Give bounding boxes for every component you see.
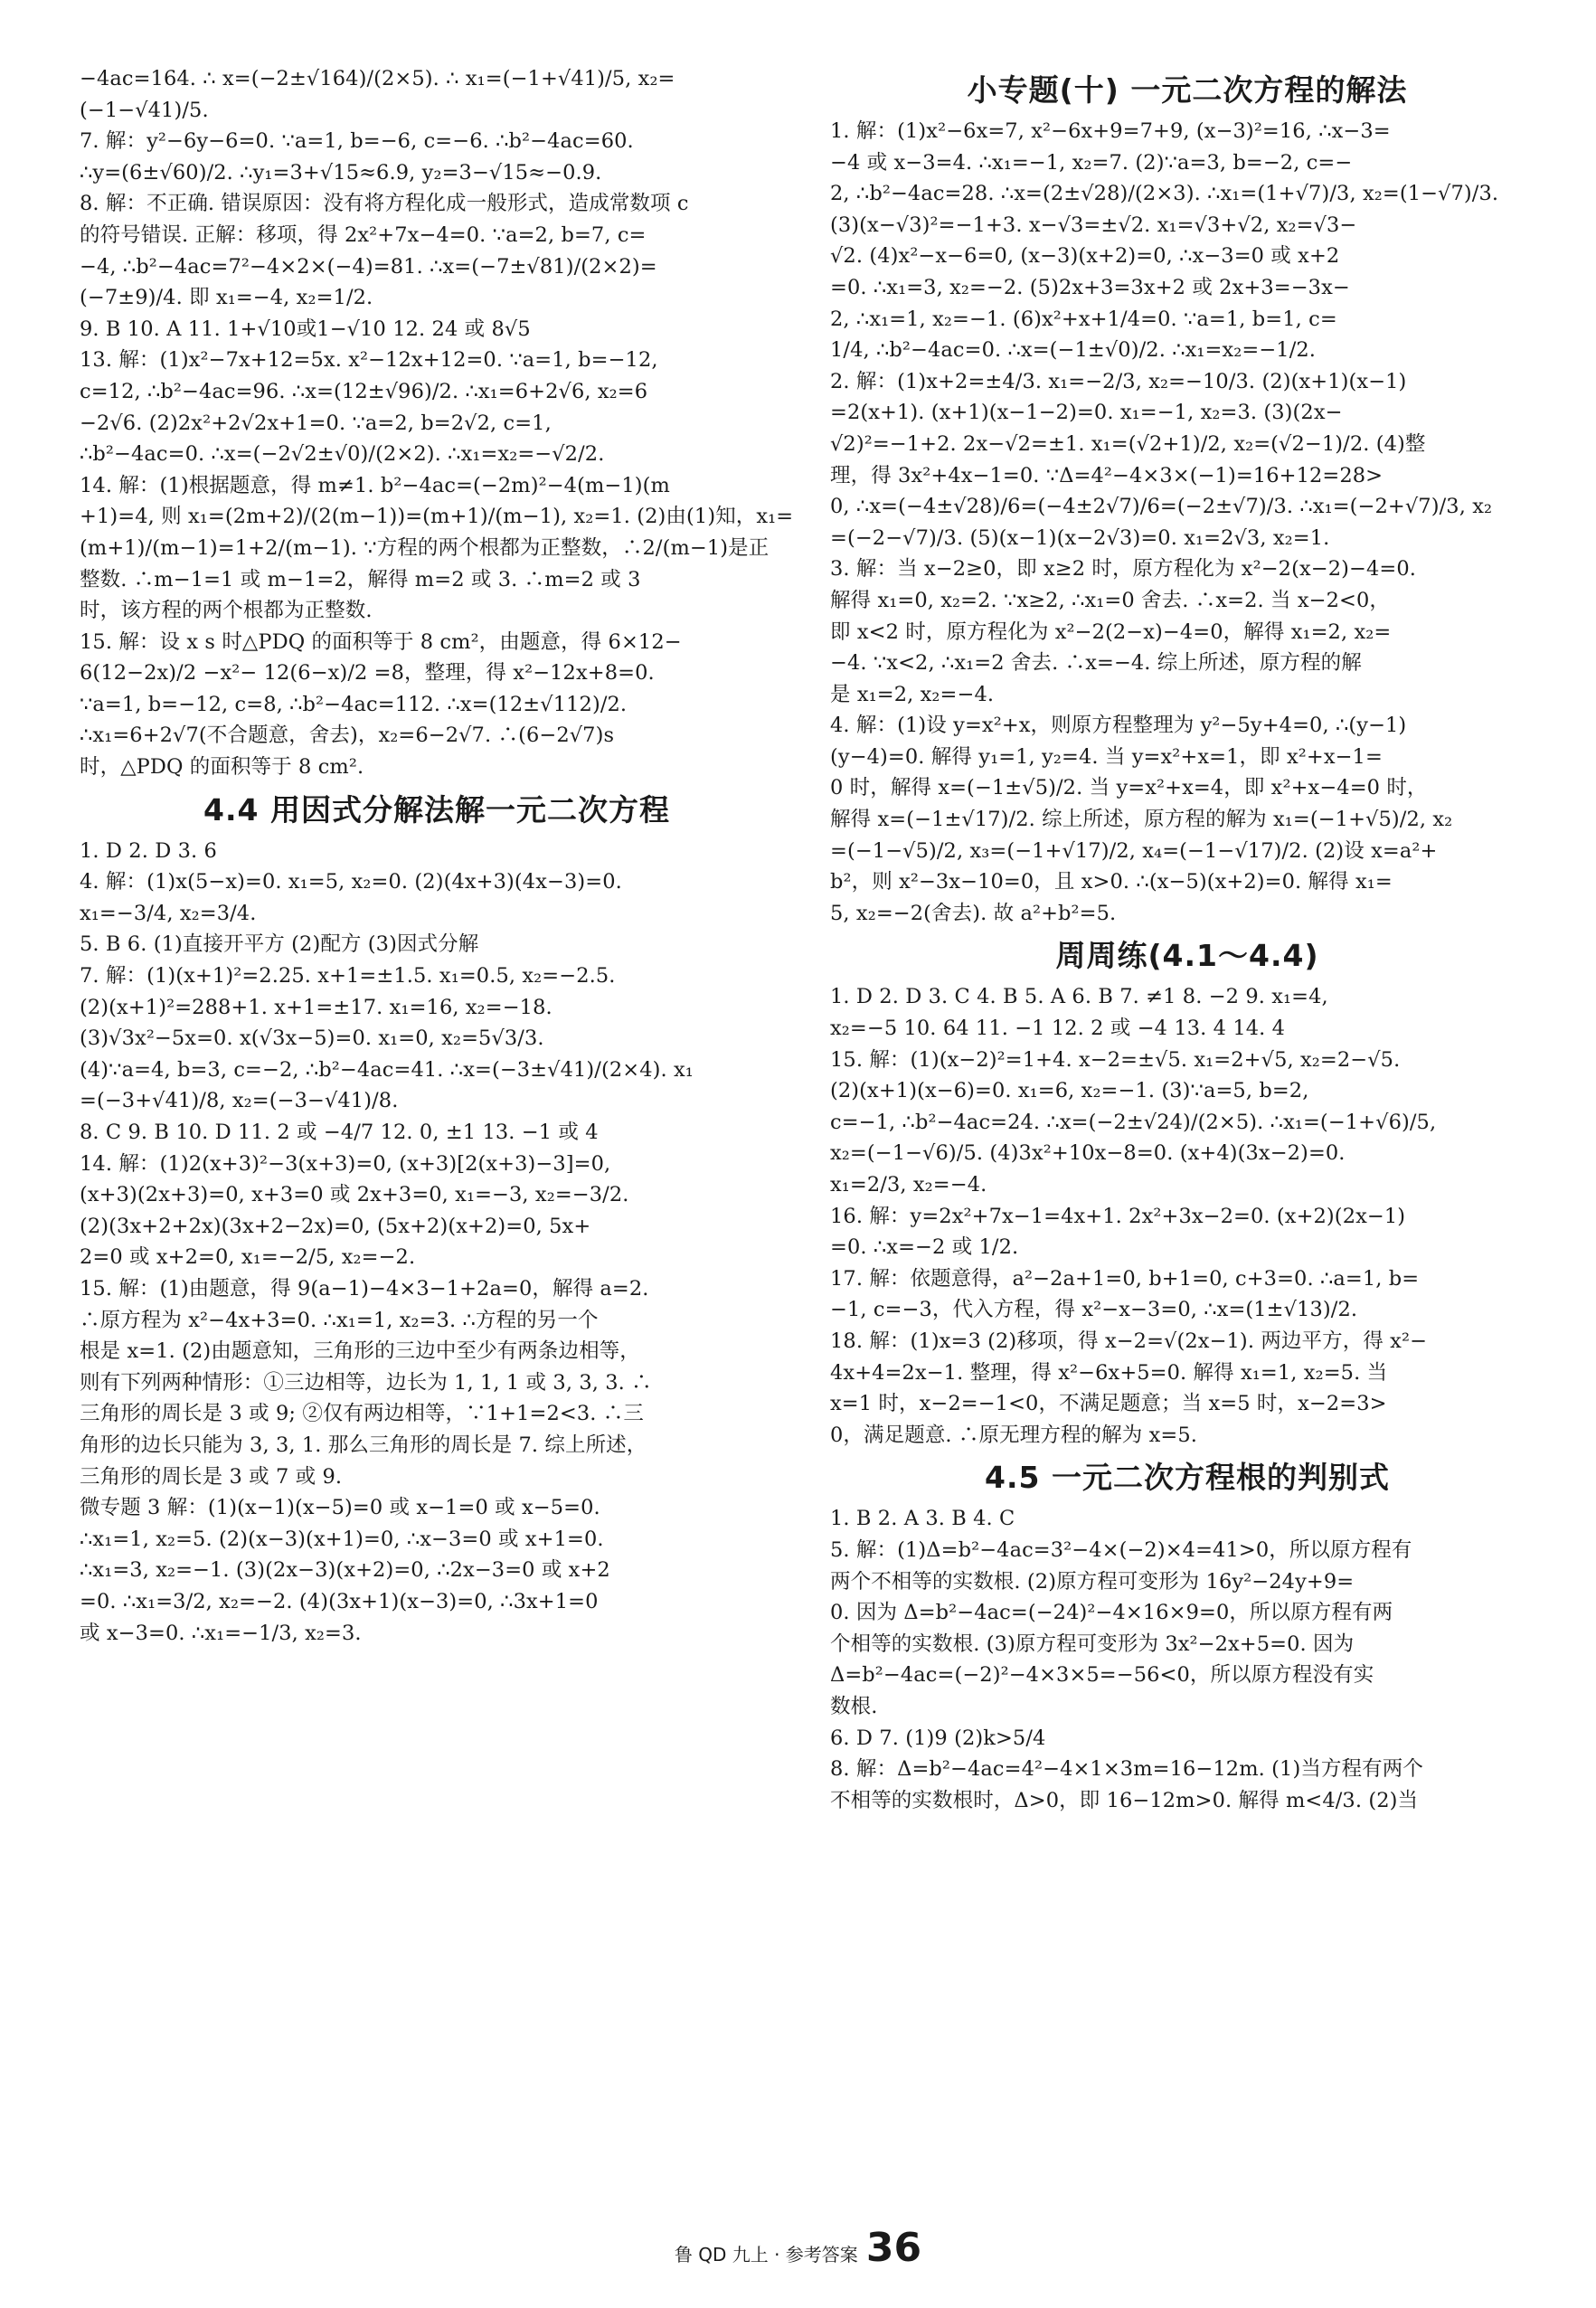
- answer-line: −1, c=−3，代入方程，得 x²−x−3=0, ∴x=(1±√13)/2.: [830, 1298, 1358, 1322]
- answer-line: x₁=2/3, x₂=−4.: [830, 1173, 987, 1197]
- answer-line: 13. 解：(1)x²−7x+12=5x. x²−12x+12=0. ∵a=1, b=−12,: [80, 348, 658, 373]
- answer-line: x₂=(−1−√6)/5. (4)3x²+10x−8=0. (x+4)(3x−2)=0.: [830, 1141, 1346, 1166]
- answer-line: =0. ∴x₁=3, x₂=−2. (5)2x+3=3x+2 或 2x+3=−3x−: [830, 275, 1350, 299]
- answer-line: 5. B 6. (1)直接开平方 (2)配方 (3)因式分解: [80, 932, 479, 957]
- answer-line: 三角形的周长是 3 或 7 或 9.: [80, 1464, 343, 1489]
- answer-line: (−1−√41)/5.: [80, 98, 209, 122]
- answer-line: =2(x+1). (x+1)(x−1−2)=0. x₁=−1, x₂=3. (3)(2x−: [830, 401, 1343, 425]
- answer-line: 8. 解：Δ=b²−4ac=4²−4×1×3m=16−12m. (1)当方程有两个: [830, 1757, 1423, 1782]
- answer-line: x₂=−5 10. 64 11. −1 12. 2 或 −4 13. 4 14. 4: [830, 1017, 1286, 1041]
- section-heading-weekly: 周周练(4.1～4.4): [1055, 938, 1319, 974]
- footer-label: 鲁 QD 九上 · 参考答案: [674, 2244, 858, 2265]
- answer-line: x=1 时，x−2=−1<0，不满足题意；当 x=5 时，x−2=3>: [830, 1392, 1387, 1416]
- answer-line: 1. 解：(1)x²−6x=7, x²−6x+9=7+9, (x−3)²=16, ∴x−3=: [830, 119, 1391, 143]
- answer-line: 9. B 10. A 11. 1+√10或1−√10 12. 24 或 8√5: [80, 317, 531, 341]
- answer-line: 14. 解：(1)2(x+3)²−3(x+3)=0, (x+3)[2(x+3)−3]=0,: [80, 1151, 611, 1176]
- answer-line: (4)∵a=4, b=3, c=−2, ∴b²−4ac=41. ∴x=(−3±√41)/(2×4). x₁: [80, 1057, 694, 1082]
- answer-line: 5, x₂=−2(舍去). 故 a²+b²=5.: [830, 901, 1117, 925]
- answer-line: c=−1, ∴b²−4ac=24. ∴x=(−2±√24)/(2×5). ∴x₁=(−1+√6)/5,: [830, 1110, 1437, 1134]
- page-footer: [0, 2225, 1596, 2279]
- answer-line: 解得 x₁=0, x₂=2. ∵x≥2, ∴x₁=0 舍去. ∴x=2. 当 x−2<0，: [830, 588, 1390, 612]
- answer-line: ∴x₁=3, x₂=−1. (3)(2x−3)(x+2)=0, ∴2x−3=0 或 x+2: [80, 1558, 610, 1583]
- answer-line: √2)²=−1+2. 2x−√2=±1. x₁=(√2+1)/2, x₂=(√2−1)/2. (4)整: [830, 431, 1426, 456]
- answer-line: −2√6. (2)2x²+2√2x+1=0. ∵a=2, b=2√2, c=1,: [80, 411, 552, 435]
- answer-line: 6(12−2x)/2 −x²− 12(6−x)/2 =8，整理，得 x²−12x+8=0.: [80, 661, 655, 686]
- answer-line: 整数. ∴m−1=1 或 m−1=2，解得 m=2 或 3. ∴m=2 或 3: [80, 567, 641, 591]
- answer-line: 15. 解：设 x s 时△PDQ 的面积等于 8 cm²，由题意，得 6×12−: [80, 629, 682, 654]
- answer-line: 个相等的实数根. (3)原方程可变形为 3x²−2x+5=0. 因为: [830, 1632, 1355, 1656]
- answer-line: ∴原方程为 x²−4x+3=0. ∴x₁=1, x₂=3. ∴方程的另一个: [80, 1308, 599, 1332]
- answer-line: 1. D 2. D 3. 6: [80, 838, 217, 863]
- answer-line: +1)=4, 则 x₁=(2m+2)/(2(m−1))=(m+1)/(m−1), x₂=1. (2)由(1)知，x₁=: [80, 505, 794, 529]
- answer-line: 三角形的周长是 3 或 9; ②仅有两边相等，∵1+1=2<3. ∴三: [80, 1402, 644, 1426]
- answer-line: 即 x<2 时，原方程化为 x²−2(2−x)−4=0，解得 x₁=2, x₂=: [830, 620, 1392, 644]
- answer-line: 4. 解：(1)设 y=x²+x，则原方程整理为 y²−5y+4=0, ∴(y−1): [830, 714, 1407, 738]
- answer-line: 理，得 3x²+4x−1=0. ∵Δ=4²−4×3×(−1)=16+12=28>: [830, 463, 1384, 487]
- answer-line: 或 x−3=0. ∴x₁=−1/3, x₂=3.: [80, 1621, 362, 1645]
- answer-line: (3)√3x²−5x=0. x(√3x−5)=0. x₁=0, x₂=5√3/3.: [80, 1026, 544, 1051]
- answer-line: 2. 解：(1)x+2=±4/3. x₁=−2/3, x₂=−10/3. (2)(x+1)(x−1): [830, 369, 1407, 393]
- answer-line: 3. 解：当 x−2≥0，即 x≥2 时，原方程化为 x²−2(x−2)−4=0.: [830, 557, 1416, 582]
- answer-line: (3)(x−√3)²=−1+3. x−√3=±√2. x₁=√3+√2, x₂=√3−: [830, 213, 1357, 237]
- left-column: [80, 63, 794, 1649]
- answer-line: −4. ∵x<2, ∴x₁=2 舍去. ∴x=−4. 综上所述，原方程的解: [830, 651, 1362, 676]
- answer-line: 1. D 2. D 3. C 4. B 5. A 6. B 7. ≠1 8. −2 9. x₁=4,: [830, 985, 1328, 1009]
- answer-line: 6. D 7. (1)9 (2)k>5/4: [830, 1726, 1046, 1750]
- answer-line: −4 或 x−3=4. ∴x₁=−1, x₂=7. (2)∵a=3, b=−2, c=−: [830, 150, 1353, 175]
- answer-line: ∴y=(6±√60)/2. ∴y₁=3+√15≈6.9, y₂=3−√15≈−0.9.: [80, 160, 602, 184]
- answer-line: 两个不相等的实数根. (2)原方程可变形为 16y²−24y+9=: [830, 1569, 1355, 1594]
- answer-line: 15. 解：(1)由题意，得 9(a−1)−4×3−1+2a=0，解得 a=2.: [80, 1276, 649, 1301]
- section-heading-4-5: 4.5 一元二次方程根的判别式: [985, 1460, 1390, 1496]
- answer-line: 15. 解：(1)(x−2)²=1+4. x−2=±√5. x₁=2+√5, x₂=2−√5.: [830, 1047, 1401, 1072]
- answer-line: c=12, ∴b²−4ac=96. ∴x=(12±√96)/2. ∴x₁=6+2√6, x₂=6: [80, 379, 648, 403]
- answer-line: 0, ∴x=(−4±√28)/6=(−4±2√7)/6=(−2±√7)/3. ∴x₁=(−2+√7)/3, x₂: [830, 495, 1493, 519]
- answer-line: =(−2−√7)/3. (5)(x−1)(x−2√3)=0. x₁=2√3, x₂=1.: [830, 525, 1330, 550]
- right-column: [830, 63, 1544, 1816]
- answer-line: =(−1−√5)/2, x₃=(−1+√17)/2, x₄=(−1−√17)/2. (2)设 x=a²+: [830, 838, 1438, 863]
- answer-line: 1. B 2. A 3. B 4. C: [830, 1507, 1015, 1531]
- answer-line: ∴x₁=1, x₂=5. (2)(x−3)(x+1)=0, ∴x−3=0 或 x+1=0.: [80, 1527, 604, 1551]
- answer-line: Δ=b²−4ac=(−2)²−4×3×5=−56<0，所以原方程没有实: [830, 1663, 1374, 1688]
- answer-line: 8. 解：不正确. 错误原因：没有将方程化成一般形式，造成常数项 c: [80, 192, 689, 216]
- answer-line: 不相等的实数根时，Δ>0，即 16−12m>0. 解得 m<4/3. (2)当: [830, 1788, 1419, 1812]
- answer-line: =(−3+√41)/8, x₂=(−3−√41)/8.: [80, 1089, 399, 1113]
- answer-line: 16. 解：y=2x²+7x−1=4x+1. 2x²+3x−2=0. (x+2)(2x−1): [830, 1204, 1406, 1228]
- answer-line: 0，满足题意. ∴原无理方程的解为 x=5.: [830, 1423, 1197, 1447]
- answer-line: 微专题 3 解：(1)(x−1)(x−5)=0 或 x−1=0 或 x−5=0.: [80, 1496, 600, 1520]
- answer-line: 5. 解：(1)Δ=b²−4ac=3²−4×(−2)×4=41>0，所以原方程有: [830, 1537, 1412, 1562]
- answer-line: ∴b²−4ac=0. ∴x=(−2√2±√0)/(2×2). ∴x₁=x₂=−√2/2.: [80, 442, 605, 467]
- answer-line: (−7±9)/4. 即 x₁=−4, x₂=1/2.: [80, 286, 373, 310]
- answer-line: ∴x₁=6+2√7(不合题意，舍去)，x₂=6−2√7. ∴(6−2√7)s: [80, 724, 615, 748]
- answer-line: 角形的边长只能为 3, 3, 1. 那么三角形的周长是 7. 综上所述，: [80, 1433, 647, 1457]
- answer-line: (2)(3x+2+2x)(3x+2−2x)=0, (5x+2)(x+2)=0, 5x+: [80, 1214, 591, 1238]
- answer-line: 数根.: [830, 1694, 878, 1718]
- answer-line: 则有下列两种情形：①三边相等，边长为 1, 1, 1 或 3, 3, 3. ∴: [80, 1370, 652, 1395]
- answer-line: 4. 解：(1)x(5−x)=0. x₁=5, x₂=0. (2)(4x+3)(4x−3)=0.: [80, 870, 622, 894]
- answer-line: 2, ∴x₁=1, x₂=−1. (6)x²+x+1/4=0. ∵a=1, b=1, c=: [830, 307, 1337, 331]
- section-heading-topic-10: 小专题(十) 一元二次方程的解法: [967, 72, 1408, 108]
- answer-line: 时，△PDQ 的面积等于 8 cm².: [80, 755, 364, 780]
- answer-line: 14. 解：(1)根据题意，得 m≠1. b²−4ac=(−2m)²−4(m−1)(m: [80, 473, 670, 497]
- answer-line: 解得 x=(−1±√17)/2. 综上所述，原方程的解为 x₁=(−1+√5)/2, x₂: [830, 808, 1453, 832]
- answer-line: 7. 解：(1)(x+1)²=2.25. x+1=±1.5. x₁=0.5, x₂=−2.5.: [80, 964, 616, 988]
- answer-line: √2. (4)x²−x−6=0, (x−3)(x+2)=0, ∴x−3=0 或 x+2: [830, 244, 1340, 269]
- answer-line: 4x+4=2x−1. 整理，得 x²−6x+5=0. 解得 x₁=1, x₂=5. 当: [830, 1360, 1388, 1385]
- answer-line: 0 时，解得 x=(−1±√5)/2. 当 y=x²+x=4，即 x²+x−4=0 时，: [830, 776, 1428, 800]
- answer-line: b²，则 x²−3x−10=0，且 x>0. ∴(x−5)(x+2)=0. 解得 x₁=: [830, 870, 1393, 894]
- answer-line: =0. ∴x=−2 或 1/2.: [830, 1235, 1019, 1260]
- answer-line: −4ac=164. ∴ x=(−2±√164)/(2×5). ∴ x₁=(−1+√41)/5, x₂=: [80, 67, 675, 90]
- section-heading-4-4: 4.4 用因式分解法解一元二次方程: [203, 791, 670, 828]
- answer-line: ∵a=1, b=−12, c=8, ∴b²−4ac=112. ∴x=(12±√112)/2.: [80, 692, 628, 716]
- answer-line: (2)(x+1)²=288+1. x+1=±17. x₁=16, x₂=−18.: [80, 995, 552, 1019]
- answer-line: 0. 因为 Δ=b²−4ac=(−24)²−4×16×9=0，所以原方程有两: [830, 1601, 1393, 1625]
- answer-line: 17. 解：依题意得，a²−2a+1=0, b+1=0, c+3=0. ∴a=1, b=: [830, 1266, 1420, 1291]
- answer-line: 根是 x=1. (2)由题意知，三角形的三边中至少有两条边相等，: [80, 1339, 640, 1364]
- page-number: 36: [865, 2225, 922, 2271]
- answer-line: (m+1)/(m−1)=1+2/(m−1). ∵方程的两个根都为正整数，∴2/(m−1)是正: [80, 535, 770, 560]
- answer-line: 2=0 或 x+2=0, x₁=−2/5, x₂=−2.: [80, 1245, 416, 1270]
- answer-line: 8. C 9. B 10. D 11. 2 或 −4/7 12. 0, ±1 13. −1 或 4: [80, 1121, 599, 1144]
- answer-line: (x+3)(2x+3)=0, x+3=0 或 2x+3=0, x₁=−3, x₂=−3/2.: [80, 1183, 629, 1207]
- answer-line: 是 x₁=2, x₂=−4.: [830, 682, 995, 706]
- answer-line: =0. ∴x₁=3/2, x₂=−2. (4)(3x+1)(x−3)=0, ∴3x+1=0: [80, 1589, 599, 1613]
- answer-line: (2)(x+1)(x−6)=0. x₁=6, x₂=−1. (3)∵a=5, b=2,: [830, 1079, 1309, 1103]
- answer-line: 2, ∴b²−4ac=28. ∴x=(2±√28)/(2×3). ∴x₁=(1+√7)/3, x₂=(1−√7)/3.: [830, 182, 1499, 206]
- answer-line: 的符号错误. 正解：移项，得 2x²+7x−4=0. ∵a=2, b=7, c=: [80, 222, 647, 247]
- answer-line: 1/4, ∴b²−4ac=0. ∴x=(−1±√0)/2. ∴x₁=x₂=−1/2.: [830, 338, 1317, 363]
- answer-line: −4, ∴b²−4ac=7²−4×2×(−4)=81. ∴x=(−7±√81)/(2×2)=: [80, 254, 657, 279]
- answer-line: (y−4)=0. 解得 y₁=1, y₂=4. 当 y=x²+x=1，即 x²+x−1=: [830, 744, 1383, 769]
- answer-line: 18. 解：(1)x=3 (2)移项，得 x−2=√(2x−1). 两边平方，得 x²−: [830, 1329, 1428, 1353]
- answer-line: x₁=−3/4, x₂=3/4.: [80, 901, 257, 925]
- answer-line: 7. 解：y²−6y−6=0. ∵a=1, b=−6, c=−6. ∴b²−4ac=60.: [80, 129, 634, 154]
- answer-line: 时，该方程的两个根都为正整数.: [80, 599, 373, 623]
